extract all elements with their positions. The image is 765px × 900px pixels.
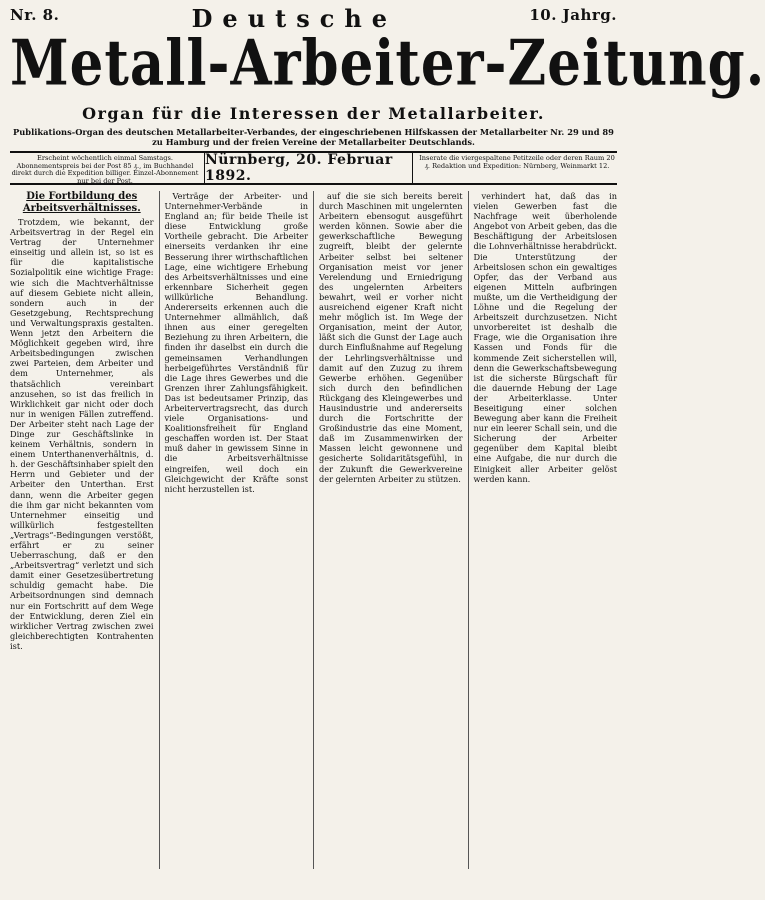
column-text: Verträge der Arbeiter- und Unternehmer-Verbände in England an; für beide Theile ist diese Entwicklung große Vortheile gebracht. Die Arbeiter einerseits verdanken ihr eine Besserung ihrer wirthschaftlichen Lage, eine wichtigere Erhebung des Arbeitsverhältnisses und eine erkennbare Sicherheit gegen willkürliche Behandlung. Andererseits erkennen auch die Unternehmer allmählich, daß ihnen aus einer geregelten Beziehung zu ihren Arbeitern, die finden ihr daselbst ein durch die gemeinsamen Verhandlungen herbeigeführtes Verständniß für die Lage ihres Gewerbes und die Grenzen ihrer Zahlungsfähigkeit. Das ist bedeutsamer Prinzip, das Arbeitervertragsrecht, das durch viele Organisations- und Koalitionsfreiheit für England geschaffen worden ist. Der Staat muß daher in gewissem Sinne in die Arbeitsverhältnisse eingreifen, weil doch ein Gleichgewicht der Kräfte sonst nicht herzustellen ist. [164, 191, 308, 494]
subscription-info: Erscheint wöchentlich einmal Samstags. Abonnementspreis bei der Post 85 ₰., im Buchhandel direkt durch die Expedition billiger. Einzel-Abonnement nur bei der Post. [10, 153, 205, 183]
advertising-info: Inserate die viergespaltene Petitzeile oder deren Raum 20 ₰. Redaktion und Expedition: Nürnberg, Weinmarkt 12. [419, 154, 615, 170]
column-text: verhindert hat, daß das in vielen Gewerben fast die Nachfrage weit überholende Angebot von Arbeit geben, das die Beschäftigung der Arbeitslosen die Lohnverhältnisse herabdrückt. Die Unterstützung der Arbeitslosen schon ein gewaltiges Opfer, das der Verband aus eigenen Mitteln aufbringen mußte, um die Vertheidigung der Löhne und die Regelung der Arbeitszeit durchzusetzen. Nicht unvorbereitet ist deshalb die Frage, wie die Organisation ihre Kassen und Fonds für die kommende Zeit sicherstellen will, denn die Gewerkschaftsbewegung ist die sicherste Bürgschaft für die dauernde Hebung der Lage der Arbeiterklasse. Unter Beseitigung einer solchen Bewegung aber kann die Freiheit nur ein leerer Schall sein, und die Sicherung der Arbeiter gegenüber dem Kapital bleibt eine Aufgabe, die nur durch die Einigkeit aller Arbeiter gelöst werden kann. [473, 191, 617, 484]
issue-number: Nr. 8. [10, 6, 60, 24]
column-1 [10, 191, 160, 869]
info-bar [10, 153, 617, 185]
column-2 [160, 191, 315, 869]
column-4 [469, 191, 618, 869]
publication-line: Publikations-Organ des deutschen Metallarbeiter-Verbandes, der eingeschriebenen Hilfskassen der Metallarbeiter Nr. 29 und 89 zu Hamburg und der freien Vereine der Metallarbeiter Deutschlands. [13, 127, 614, 147]
column-text: Trotzdem, wie bekannt, der Arbeitsvertrag in der Regel ein Vertrag der Unternehmer einseitig und allein ist, so ist es für die kapitalistische Sozialpolitik eine wichtige Frage: wie sich die Machtverhältnisse auf diesem Gebiete nicht allein, sondern auch in der Gesetzgebung, Rechtsprechung und Verwaltungspraxis gestalten. Wenn jetzt den Arbeitern die Möglichkeit gegeben wird, ihre Arbeitsbedingungen zwischen zwei Parteien, dem Arbeiter und dem Unternehmer, als thatsächlich vereinbart anzusehen, so ist das freilich in Wirklichkeit gar nicht oder doch nur in wenigen Fällen zutreffend. Der Arbeiter steht nach Lage der Dinge zur Geschäftslinke in keinem Verhältnis, sondern in einem Unterthanenverhältnis, d. h. der Geschäftsinhaber spielt den Herrn und Gebieter und der Arbeiter den Unterthan. Erst dann, wenn die Arbeiter gegen die ihm gar nicht bekannten vom Unternehmer einseitig und willkürlich festgestellten „Vertrags“-Bedingungen verstößt, erfährt er zu seiner Ueberraschung, daß er den „Arbeitsvertrag“ verletzt und sich damit einer Gesetzesübertretung schuldig gemacht habe. Die Arbeitsordnungen sind demnach nur ein Fortschritt auf dem Wege der Entwicklung, deren Ziel ein wirklicher Vertrag zwischen zwei gleichberechtigten Kontrahenten ist. [10, 217, 154, 651]
newspaper-title: Metall-Arbeiter-Zeitung. [10, 26, 765, 100]
article-columns [10, 191, 617, 869]
masthead-top [10, 4, 617, 33]
column-3 [314, 191, 469, 869]
newspaper-subtitle: Organ für die Interessen der Metallarbeiter. [82, 104, 545, 123]
issue-date: Nürnberg, 20. Februar 1892. [205, 153, 413, 183]
title-kicker: Deutsche [191, 4, 398, 33]
article-headline: Die Fortbildung des Arbeitsverhältnisses. [22, 191, 141, 214]
volume-year: 10. Jahrg. [529, 6, 617, 24]
column-text: auf die sie sich bereits bereit durch Maschinen mit ungelernten Arbeitern ebensogut ausgeführt werden können. Sowie aber die gewerkschaftliche Bewegung zugreift, bleibt der gelernte Arbeiter selbst bei seltener Organisation meist vor jener Verelendung und Erniedrigung des ungelernten Arbeiters bewahrt, weil er vorher nicht ausreichend eigener Kraft nicht mehr möglich ist. Im Wege der Organisation, meint der Autor, läßt sich die Gunst der Lage auch durch Einflußnahme auf Regelung der Lehrlingsverhältnisse und damit auf den Zuzug zu ihrem Gewerbe erhöhen. Gegenüber sich durch den befindlichen Rückgang des Kleingewerbes und Hausindustrie und andererseits durch die Fortschritte der Großindustrie das eine Moment, daß im Zusammenwirken der Massen leicht gewonnene und gesicherte Solidaritätsgefühl, in der Zukunft die Gewerkvereine der gelernten Arbeiter zu stützen. [319, 191, 463, 484]
